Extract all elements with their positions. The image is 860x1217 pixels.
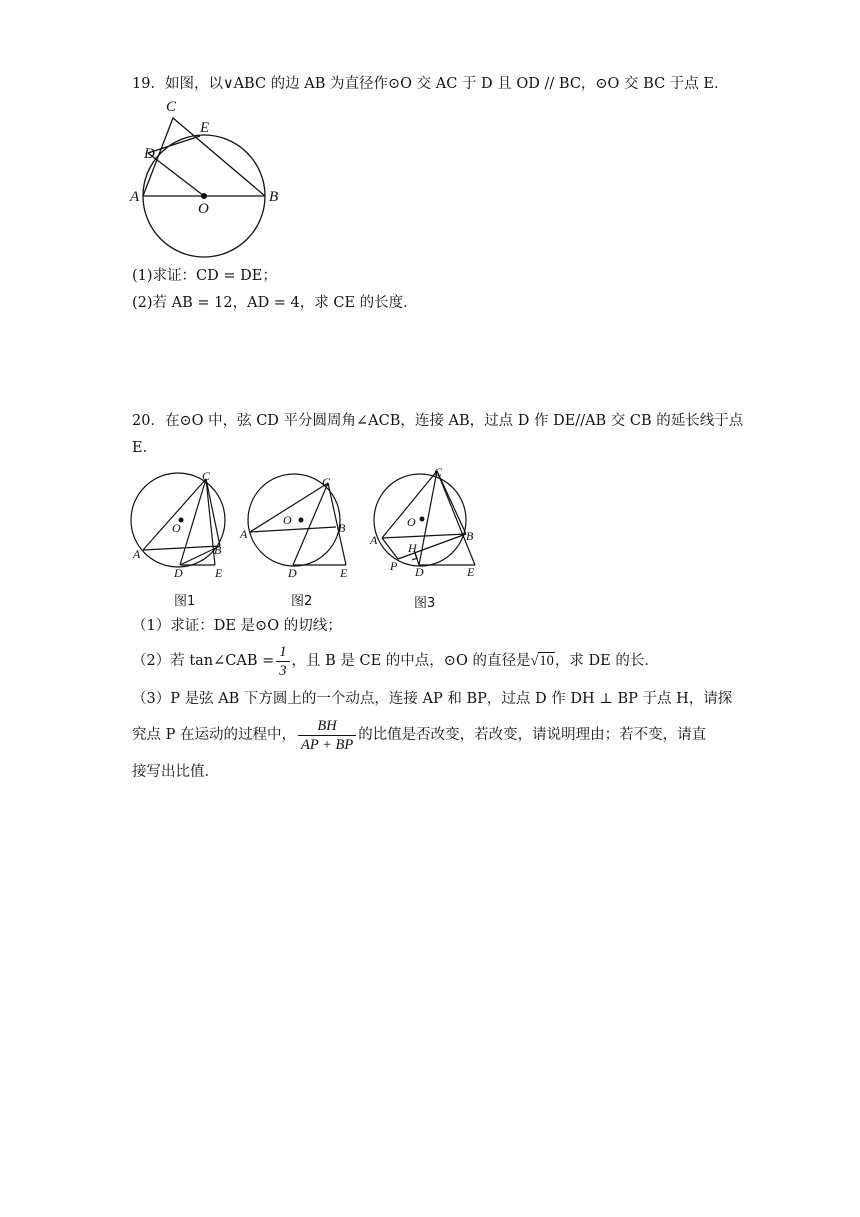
- q20-f3-label-c: C: [434, 465, 443, 479]
- q20-part3-line2-post: 的比值是否改变，若改变，请说明理由；若不变，请直: [358, 727, 707, 743]
- q19-label-o: O: [198, 201, 209, 217]
- q20-f1-label-o: O: [172, 521, 181, 535]
- q20-figure-3: [364, 462, 488, 582]
- q20-part2: [132, 642, 659, 680]
- q20-f2-label-d: D: [288, 566, 297, 580]
- q19-figure: [128, 96, 288, 264]
- q19-label-e: E: [200, 120, 210, 136]
- q20-figure-2: [238, 470, 358, 582]
- q20-stem-line2: E．: [132, 440, 158, 456]
- q20-f2-label-o: O: [283, 513, 292, 527]
- q20-part2-sqrt: √10: [530, 653, 554, 669]
- q20-f2-label-a: A: [240, 527, 248, 541]
- q20-part2-mid: ，且 B 是 CE 的中点，⊙O 的直径是: [291, 653, 531, 669]
- q20-f1-label-a: A: [133, 547, 141, 561]
- q20-f1-label-c: C: [202, 470, 211, 483]
- q20-f3-label-b: B: [466, 529, 474, 543]
- q20-f2-label-e: E: [340, 566, 348, 580]
- q20-f1-label-b: B: [214, 543, 222, 557]
- q20-caption-2: 图2: [291, 594, 313, 609]
- q20-figure-1: [128, 470, 238, 582]
- q19-label-a: A: [130, 189, 140, 205]
- q19-label-c: C: [166, 99, 177, 115]
- q19-stem: 19．如图，以∨ABC 的边 AB 为直径作⊙O 交 AC 于 D 且 OD // BC，⊙O 交 BC 于点 E．: [132, 76, 729, 92]
- q20-f2-label-b: B: [338, 521, 346, 535]
- q20-caption-3: 图3: [414, 596, 436, 611]
- q20-part3-frac-den: AP + BP: [300, 736, 354, 753]
- q20-f3-label-h: H: [408, 541, 417, 555]
- q20-part2-pre: （2）若 tan∠CAB =: [132, 653, 275, 669]
- q19-label-b: B: [269, 189, 279, 205]
- q20-f2-label-c: C: [322, 475, 331, 489]
- q20-part2-frac-num: 1: [276, 643, 289, 662]
- q20-part2-frac-den: 3: [279, 662, 287, 679]
- q20-part1: （1）求证：DE 是⊙O 的切线；: [132, 618, 342, 634]
- q20-part3-line3: 接写出比值．: [132, 764, 219, 780]
- q20-part3-line2: [132, 716, 706, 754]
- q20-part3-line1: （3）P 是弦 AB 下方圆上的一个动点，连接 AP 和 BP，过点 D 作 DH ⊥ BP 于点 H，请探: [132, 691, 733, 707]
- q20-f3-label-a: A: [370, 533, 378, 547]
- q20-part2-fraction: [276, 643, 289, 680]
- q20-part2-post: ，求 DE 的长．: [554, 653, 659, 669]
- q20-part3-line2-pre: 究点 P 在运动的过程中，: [132, 727, 296, 743]
- q20-f3-label-p: P: [390, 559, 398, 573]
- q20-part2-sqrt-value: 10: [539, 653, 554, 669]
- q19-part1: (1)求证：CD = DE；: [132, 268, 277, 284]
- q19-part2: (2)若 AB = 12，AD = 4，求 CE 的长度．: [132, 295, 418, 311]
- q20-caption-1: 图1: [174, 594, 196, 609]
- q20-stem-line1: 20．在⊙O 中，弦 CD 平分圆周角∠ACB，连接 AB，过点 D 作 DE//AB 交 CB 的延长线于点: [132, 413, 744, 429]
- q20-f3-label-d: D: [415, 565, 424, 579]
- q20-part3-fraction: [298, 717, 356, 754]
- q20-f1-label-d: D: [174, 566, 183, 580]
- q19-label-d: D: [144, 146, 155, 162]
- q20-part3-frac-num: BH: [298, 717, 356, 736]
- q20-f1-label-e: E: [215, 566, 223, 580]
- q20-f3-label-e: E: [467, 565, 475, 579]
- q20-f3-label-o: O: [407, 515, 416, 529]
